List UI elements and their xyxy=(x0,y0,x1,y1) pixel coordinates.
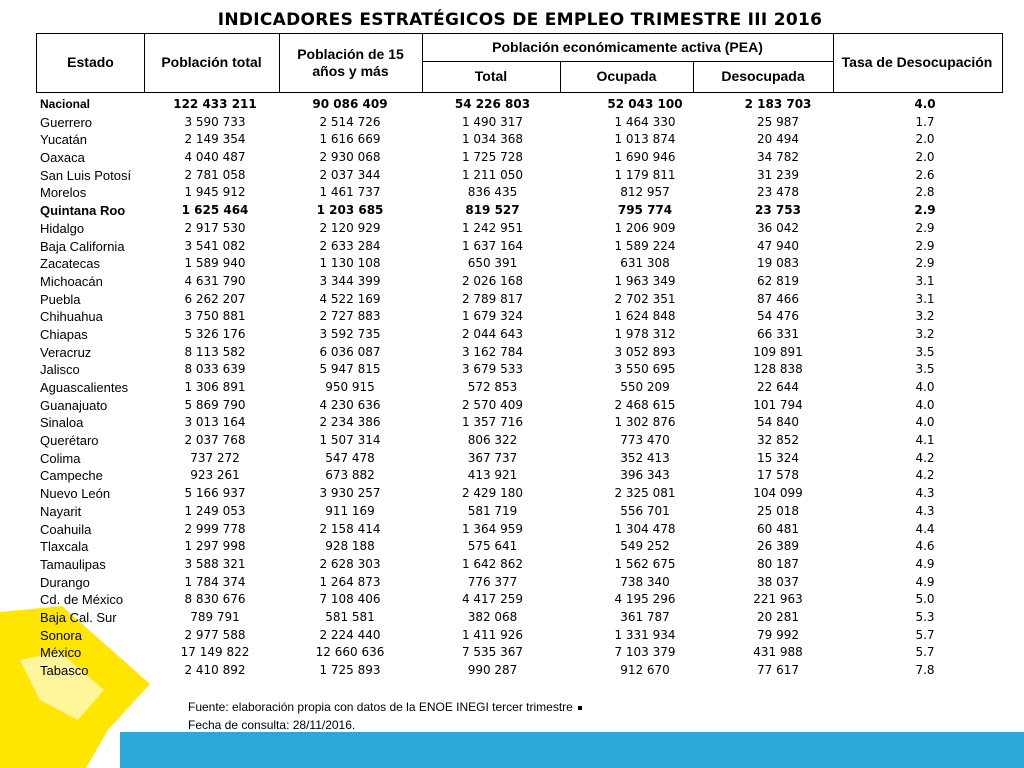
header-poblacion-total: Población total xyxy=(161,54,262,70)
header-poblacion-15: Población de 15 años y más xyxy=(297,45,404,79)
cell-ocupada: 773 470 xyxy=(620,433,670,448)
cell-tasa: 1.7 xyxy=(915,114,935,129)
cell-ocupada: 396 343 xyxy=(620,468,670,483)
table-row xyxy=(0,538,1024,556)
table-row xyxy=(0,397,1024,415)
cell-desocupada: 87 466 xyxy=(757,291,799,306)
cell-poblacion-total: 5 166 937 xyxy=(184,486,246,501)
cell-poblacion-15: 4 522 169 xyxy=(319,291,381,306)
cell-desocupada: 25 987 xyxy=(757,114,799,129)
cell-desocupada: 47 940 xyxy=(757,238,799,253)
cell-desocupada: 15 324 xyxy=(757,450,799,465)
source-text: Fuente: elaboración propia con datos de la ENOE INEGI tercer trimestre xyxy=(188,700,573,714)
cell-ocupada: 2 325 081 xyxy=(614,486,676,501)
cell-estado: Tabasco xyxy=(40,663,89,678)
cell-pea-total: 1 637 164 xyxy=(461,238,524,253)
cell-estado: Tamaulipas xyxy=(40,556,106,572)
cell-poblacion-15: 1 725 893 xyxy=(319,663,381,677)
cell-desocupada: 20 494 xyxy=(757,132,799,147)
cell-estado: Nuevo León xyxy=(40,486,111,502)
cell-poblacion-total: 8 830 676 xyxy=(184,592,246,607)
cell-ocupada: 2 468 615 xyxy=(614,397,676,412)
cell-poblacion-15: 1 461 737 xyxy=(319,185,381,200)
header-estado: Estado xyxy=(67,54,114,70)
cell-pea-total: 54 226 803 xyxy=(454,97,531,111)
cell-estado: Hidalgo xyxy=(40,220,85,236)
cell-pea-total: 3 679 533 xyxy=(461,362,524,377)
cell-estado: Coahuila xyxy=(40,521,92,537)
cell-poblacion-total: 1 589 940 xyxy=(184,256,246,271)
header-ocupada: Ocupada xyxy=(596,67,657,84)
cell-pea-total: 1 034 368 xyxy=(461,132,524,147)
cell-tasa: 4.9 xyxy=(915,574,935,589)
cell-poblacion-total: 5 326 176 xyxy=(184,326,246,341)
cell-tasa: 3.2 xyxy=(915,326,935,341)
cell-poblacion-15: 928 188 xyxy=(325,539,375,554)
cell-tasa: 4.0 xyxy=(915,380,935,394)
cell-poblacion-15: 3 592 735 xyxy=(319,326,381,341)
cell-desocupada: 54 476 xyxy=(757,309,799,324)
cell-poblacion-total: 2 037 768 xyxy=(184,433,246,448)
cell-poblacion-15: 1 264 873 xyxy=(319,574,381,589)
table-row xyxy=(0,361,1024,379)
cell-poblacion-15: 547 478 xyxy=(325,450,375,465)
cell-estado: Durango xyxy=(40,574,90,590)
table-row xyxy=(0,521,1024,539)
cell-poblacion-15: 581 581 xyxy=(325,609,375,624)
cell-tasa: 4.3 xyxy=(915,486,935,501)
cell-poblacion-15: 1 130 108 xyxy=(319,256,381,271)
cell-tasa: 2.8 xyxy=(915,185,935,200)
cell-estado: Oaxaca xyxy=(40,150,85,166)
cell-tasa: 4.2 xyxy=(915,450,935,465)
cell-estado: Chihuahua xyxy=(40,309,103,325)
cell-tasa: 2.9 xyxy=(915,256,935,271)
table-row xyxy=(0,273,1024,291)
table-row xyxy=(0,149,1024,167)
source-note xyxy=(188,700,582,714)
cell-poblacion-15: 90 086 409 xyxy=(312,97,388,111)
cell-poblacion-15: 2 234 386 xyxy=(319,415,381,430)
cell-ocupada: 549 252 xyxy=(620,539,670,554)
cell-poblacion-total: 17 149 822 xyxy=(180,645,250,660)
cell-desocupada: 128 838 xyxy=(753,362,803,377)
cell-estado: Quintana Roo xyxy=(40,203,126,219)
cell-desocupada: 34 782 xyxy=(757,150,799,165)
cell-estado: Morelos xyxy=(40,185,87,201)
cell-ocupada: 1 304 478 xyxy=(614,521,676,536)
cell-desocupada: 66 331 xyxy=(757,326,799,341)
cell-poblacion-15: 673 882 xyxy=(325,468,375,483)
cell-poblacion-15: 1 507 314 xyxy=(319,433,381,448)
table-row xyxy=(0,167,1024,185)
cell-pea-total: 413 921 xyxy=(467,468,518,483)
cell-poblacion-15: 911 169 xyxy=(325,503,375,518)
cell-desocupada: 31 239 xyxy=(757,167,799,182)
cell-pea-total: 990 287 xyxy=(467,663,518,677)
cell-tasa: 2.9 xyxy=(915,238,935,253)
cell-poblacion-15: 3 344 399 xyxy=(319,273,381,288)
cell-estado: Michoacán xyxy=(40,273,103,289)
table-row xyxy=(0,627,1024,645)
cell-estado: Aguascalientes xyxy=(40,380,129,395)
table-row xyxy=(0,255,1024,273)
cell-ocupada: 795 774 xyxy=(617,203,673,218)
header-tasa: Tasa de Desocupación xyxy=(841,54,993,70)
cell-poblacion-total: 737 272 xyxy=(190,450,240,465)
cell-poblacion-total: 1 306 891 xyxy=(184,380,246,394)
table-row xyxy=(0,238,1024,256)
cell-pea-total: 836 435 xyxy=(467,185,518,200)
cell-ocupada: 361 787 xyxy=(620,609,670,624)
cell-ocupada: 556 701 xyxy=(620,503,670,518)
table-row xyxy=(0,379,1024,397)
cell-ocupada: 4 195 296 xyxy=(614,592,676,607)
cell-tasa: 3.1 xyxy=(915,291,935,306)
cell-estado: Guerrero xyxy=(40,114,93,130)
table-row xyxy=(0,467,1024,485)
cell-estado: Yucatán xyxy=(40,132,87,148)
cell-pea-total: 367 737 xyxy=(467,450,518,465)
cell-pea-total: 1 357 716 xyxy=(461,415,524,430)
cell-tasa: 3.2 xyxy=(915,309,935,324)
cell-pea-total: 7 535 367 xyxy=(461,645,524,660)
cell-poblacion-15: 1 616 669 xyxy=(319,132,381,147)
cell-desocupada: 109 891 xyxy=(753,344,803,359)
cell-tasa: 5.3 xyxy=(915,609,935,624)
cell-poblacion-total: 3 541 082 xyxy=(184,238,246,253)
cell-poblacion-15: 6 036 087 xyxy=(319,344,381,359)
cell-poblacion-total: 1 297 998 xyxy=(184,539,246,554)
table-row xyxy=(0,485,1024,503)
cell-desocupada: 36 042 xyxy=(757,220,799,235)
cell-ocupada: 1 978 312 xyxy=(614,326,676,341)
cell-ocupada: 738 340 xyxy=(620,574,670,589)
table-row xyxy=(0,591,1024,609)
table-row xyxy=(0,96,1024,114)
cell-poblacion-total: 2 977 588 xyxy=(184,627,246,642)
page-title: INDICADORES ESTRATÉGICOS DE EMPLEO TRIMESTRE III 2016 xyxy=(217,10,823,30)
cell-pea-total: 1 411 926 xyxy=(461,627,524,642)
cell-ocupada: 1 690 946 xyxy=(614,150,676,165)
cell-tasa: 4.6 xyxy=(915,539,935,554)
cell-pea-total: 1 679 324 xyxy=(461,309,524,324)
cell-pea-total: 1 364 959 xyxy=(461,521,524,536)
cell-estado: Zacatecas xyxy=(40,256,100,272)
cell-poblacion-total: 923 261 xyxy=(190,468,240,483)
cell-desocupada: 23 478 xyxy=(757,185,799,200)
table-row xyxy=(0,450,1024,468)
cell-estado: Nayarit xyxy=(40,503,82,519)
cell-poblacion-total: 2 781 058 xyxy=(184,167,246,182)
cell-poblacion-total: 3 590 733 xyxy=(184,114,246,129)
cell-poblacion-total: 2 410 892 xyxy=(184,663,246,677)
cell-poblacion-total: 8 033 639 xyxy=(184,362,246,377)
cell-estado: México xyxy=(40,645,82,661)
cell-ocupada: 1 464 330 xyxy=(614,114,676,129)
cell-poblacion-15: 2 037 344 xyxy=(319,167,381,182)
cell-desocupada: 20 281 xyxy=(757,609,799,624)
cell-ocupada: 550 209 xyxy=(620,380,670,394)
cell-pea-total: 1 211 050 xyxy=(461,167,524,182)
cell-estado: Campeche xyxy=(40,468,103,484)
cell-ocupada: 352 413 xyxy=(620,450,670,465)
cell-desocupada: 104 099 xyxy=(753,486,803,501)
table-row xyxy=(0,220,1024,238)
cell-estado: Chiapas xyxy=(40,326,88,342)
cell-pea-total: 1 725 728 xyxy=(461,150,524,165)
header-pea: Población económicamente activa (PEA) xyxy=(492,39,763,55)
cell-desocupada: 80 187 xyxy=(757,556,799,571)
cell-poblacion-total: 6 262 207 xyxy=(184,291,246,306)
cell-ocupada: 631 308 xyxy=(620,256,670,271)
cell-tasa: 2.0 xyxy=(915,150,935,165)
cell-tasa: 4.2 xyxy=(915,468,935,483)
table-row xyxy=(0,662,1024,680)
cell-pea-total: 1 490 317 xyxy=(461,114,524,129)
cell-ocupada: 1 963 349 xyxy=(614,273,676,288)
cell-poblacion-15: 2 158 414 xyxy=(319,521,381,536)
cell-desocupada: 22 644 xyxy=(757,380,799,394)
cell-pea-total: 819 527 xyxy=(465,203,520,218)
cell-tasa: 3.5 xyxy=(915,344,935,359)
cell-poblacion-15: 7 108 406 xyxy=(319,592,381,607)
header-pea-total: Total xyxy=(474,67,508,84)
cell-ocupada: 1 013 874 xyxy=(614,132,676,147)
cell-pea-total: 2 429 180 xyxy=(461,486,524,501)
cell-desocupada: 101 794 xyxy=(753,397,803,412)
cell-estado: Baja Cal. Sur xyxy=(40,609,117,625)
cell-poblacion-15: 2 727 883 xyxy=(319,309,381,324)
cell-poblacion-15: 3 930 257 xyxy=(319,486,381,501)
table-row xyxy=(0,308,1024,326)
cell-tasa: 3.1 xyxy=(915,273,935,288)
table-header xyxy=(36,33,1003,93)
blue-footer-band xyxy=(120,732,1024,768)
cell-estado: Veracruz xyxy=(40,344,92,360)
cell-ocupada: 1 589 224 xyxy=(614,238,676,253)
consult-date: Fecha de consulta: 28/11/2016. xyxy=(188,718,356,732)
cell-poblacion-15: 950 915 xyxy=(325,380,375,394)
cell-pea-total: 1 642 862 xyxy=(461,556,524,571)
cell-poblacion-total: 2 999 778 xyxy=(184,521,246,536)
cell-poblacion-total: 3 750 881 xyxy=(184,309,246,324)
cell-desocupada: 17 578 xyxy=(757,468,799,483)
cell-desocupada: 2 183 703 xyxy=(744,97,812,111)
header-desocupada: Desocupada xyxy=(721,67,805,84)
cell-tasa: 2.0 xyxy=(915,132,935,147)
cell-estado: Puebla xyxy=(40,291,81,307)
cell-tasa: 3.5 xyxy=(915,362,935,377)
cell-pea-total: 2 026 168 xyxy=(461,273,524,288)
table-row xyxy=(0,131,1024,149)
cell-pea-total: 806 322 xyxy=(467,433,518,448)
cell-desocupada: 431 988 xyxy=(753,645,803,660)
cell-desocupada: 26 389 xyxy=(757,539,799,554)
cell-pea-total: 572 853 xyxy=(467,380,518,394)
table-row xyxy=(0,414,1024,432)
cell-ocupada: 1 331 934 xyxy=(614,627,676,642)
cell-desocupada: 62 819 xyxy=(757,273,799,288)
cell-poblacion-15: 2 224 440 xyxy=(319,627,381,642)
cell-poblacion-total: 122 433 211 xyxy=(173,97,257,111)
cell-pea-total: 382 068 xyxy=(467,609,518,624)
cell-desocupada: 32 852 xyxy=(757,433,799,448)
cell-poblacion-total: 3 013 164 xyxy=(184,415,246,430)
cell-estado: Guanajuato xyxy=(40,397,108,413)
cell-poblacion-15: 2 514 726 xyxy=(319,114,381,129)
cell-ocupada: 52 043 100 xyxy=(607,97,683,111)
table-row xyxy=(0,184,1024,202)
cell-ocupada: 1 179 811 xyxy=(614,167,676,182)
cell-ocupada: 1 562 675 xyxy=(614,556,676,571)
cell-pea-total: 2 570 409 xyxy=(461,397,524,412)
cell-pea-total: 4 417 259 xyxy=(461,592,524,607)
cell-poblacion-total: 789 791 xyxy=(190,609,240,624)
bullet-marker xyxy=(578,706,582,710)
cell-estado: Tlaxcala xyxy=(40,539,89,555)
cell-poblacion-total: 4 631 790 xyxy=(184,273,246,288)
cell-pea-total: 650 391 xyxy=(467,256,518,271)
cell-poblacion-total: 5 869 790 xyxy=(184,397,246,412)
cell-poblacion-15: 2 930 068 xyxy=(319,150,381,165)
cell-ocupada: 812 957 xyxy=(620,185,670,200)
cell-estado: San Luis Potosí xyxy=(40,167,132,183)
cell-desocupada: 221 963 xyxy=(753,592,803,607)
cell-poblacion-total: 1 784 374 xyxy=(184,574,246,589)
cell-poblacion-total: 4 040 487 xyxy=(184,150,246,165)
cell-desocupada: 19 083 xyxy=(757,256,799,271)
table-row xyxy=(0,291,1024,309)
cell-estado: Cd. de México xyxy=(40,592,124,608)
cell-poblacion-15: 2 120 929 xyxy=(319,220,381,235)
table-row xyxy=(0,574,1024,592)
cell-desocupada: 77 617 xyxy=(757,663,799,677)
table-row xyxy=(0,114,1024,132)
cell-ocupada: 1 624 848 xyxy=(614,309,676,324)
cell-estado: Jalisco xyxy=(40,362,80,378)
cell-pea-total: 2 789 817 xyxy=(461,291,524,306)
table-body xyxy=(0,96,1024,680)
cell-tasa: 5.7 xyxy=(915,627,935,642)
cell-pea-total: 776 377 xyxy=(467,574,518,589)
cell-ocupada: 1 302 876 xyxy=(614,415,676,430)
table-row xyxy=(0,344,1024,362)
cell-desocupada: 25 018 xyxy=(757,503,799,518)
cell-poblacion-total: 2 149 354 xyxy=(184,132,246,147)
cell-estado: Colima xyxy=(40,450,81,466)
cell-poblacion-15: 1 203 685 xyxy=(316,203,384,218)
cell-estado: Nacional xyxy=(40,97,91,111)
cell-estado: Baja California xyxy=(40,238,125,254)
table-row xyxy=(0,556,1024,574)
cell-ocupada: 3 550 695 xyxy=(614,362,676,377)
cell-poblacion-total: 1 625 464 xyxy=(181,203,249,218)
cell-tasa: 4.1 xyxy=(915,433,935,448)
cell-ocupada: 1 206 909 xyxy=(614,220,676,235)
cell-desocupada: 38 037 xyxy=(757,574,799,589)
cell-ocupada: 3 052 893 xyxy=(614,344,676,359)
cell-tasa: 4.9 xyxy=(915,556,935,571)
cell-poblacion-total: 1 945 912 xyxy=(184,185,246,200)
cell-estado: Querétaro xyxy=(40,433,99,449)
cell-tasa: 4.3 xyxy=(915,503,935,518)
cell-poblacion-15: 5 947 815 xyxy=(319,362,381,377)
table-row xyxy=(0,644,1024,662)
cell-ocupada: 7 103 379 xyxy=(614,645,676,660)
cell-estado: Sinaloa xyxy=(40,415,84,431)
cell-pea-total: 3 162 784 xyxy=(461,344,524,359)
cell-poblacion-15: 2 628 303 xyxy=(319,556,381,571)
cell-poblacion-total: 1 249 053 xyxy=(184,503,246,518)
cell-poblacion-15: 12 660 636 xyxy=(315,645,385,660)
cell-poblacion-15: 2 633 284 xyxy=(319,238,381,253)
cell-tasa: 4.4 xyxy=(915,521,935,536)
table-row xyxy=(0,432,1024,450)
cell-pea-total: 1 242 951 xyxy=(461,220,524,235)
cell-pea-total: 575 641 xyxy=(467,539,518,554)
cell-poblacion-total: 2 917 530 xyxy=(184,220,246,235)
cell-tasa: 7.8 xyxy=(915,663,935,677)
cell-desocupada: 60 481 xyxy=(757,521,799,536)
cell-tasa: 4.0 xyxy=(915,415,935,430)
cell-tasa: 4.0 xyxy=(914,97,936,111)
cell-desocupada: 79 992 xyxy=(757,627,799,642)
cell-poblacion-total: 3 588 321 xyxy=(184,556,246,571)
cell-poblacion-15: 4 230 636 xyxy=(319,397,381,412)
cell-tasa: 2.9 xyxy=(915,220,935,235)
cell-desocupada: 23 753 xyxy=(755,203,801,218)
cell-pea-total: 2 044 643 xyxy=(461,326,524,341)
cell-desocupada: 54 840 xyxy=(757,415,799,430)
cell-pea-total: 581 719 xyxy=(467,503,518,518)
cell-tasa: 2.9 xyxy=(914,203,936,218)
cell-estado: Sonora xyxy=(40,627,82,643)
table-row xyxy=(0,202,1024,220)
table-row xyxy=(0,326,1024,344)
cell-ocupada: 912 670 xyxy=(620,663,670,677)
cell-tasa: 5.0 xyxy=(915,592,935,607)
table-row xyxy=(0,503,1024,521)
cell-tasa: 2.6 xyxy=(915,167,935,182)
cell-ocupada: 2 702 351 xyxy=(614,291,676,306)
cell-poblacion-total: 8 113 582 xyxy=(184,344,246,359)
cell-tasa: 4.0 xyxy=(915,397,935,412)
cell-tasa: 5.7 xyxy=(915,645,935,660)
table-row xyxy=(0,609,1024,627)
